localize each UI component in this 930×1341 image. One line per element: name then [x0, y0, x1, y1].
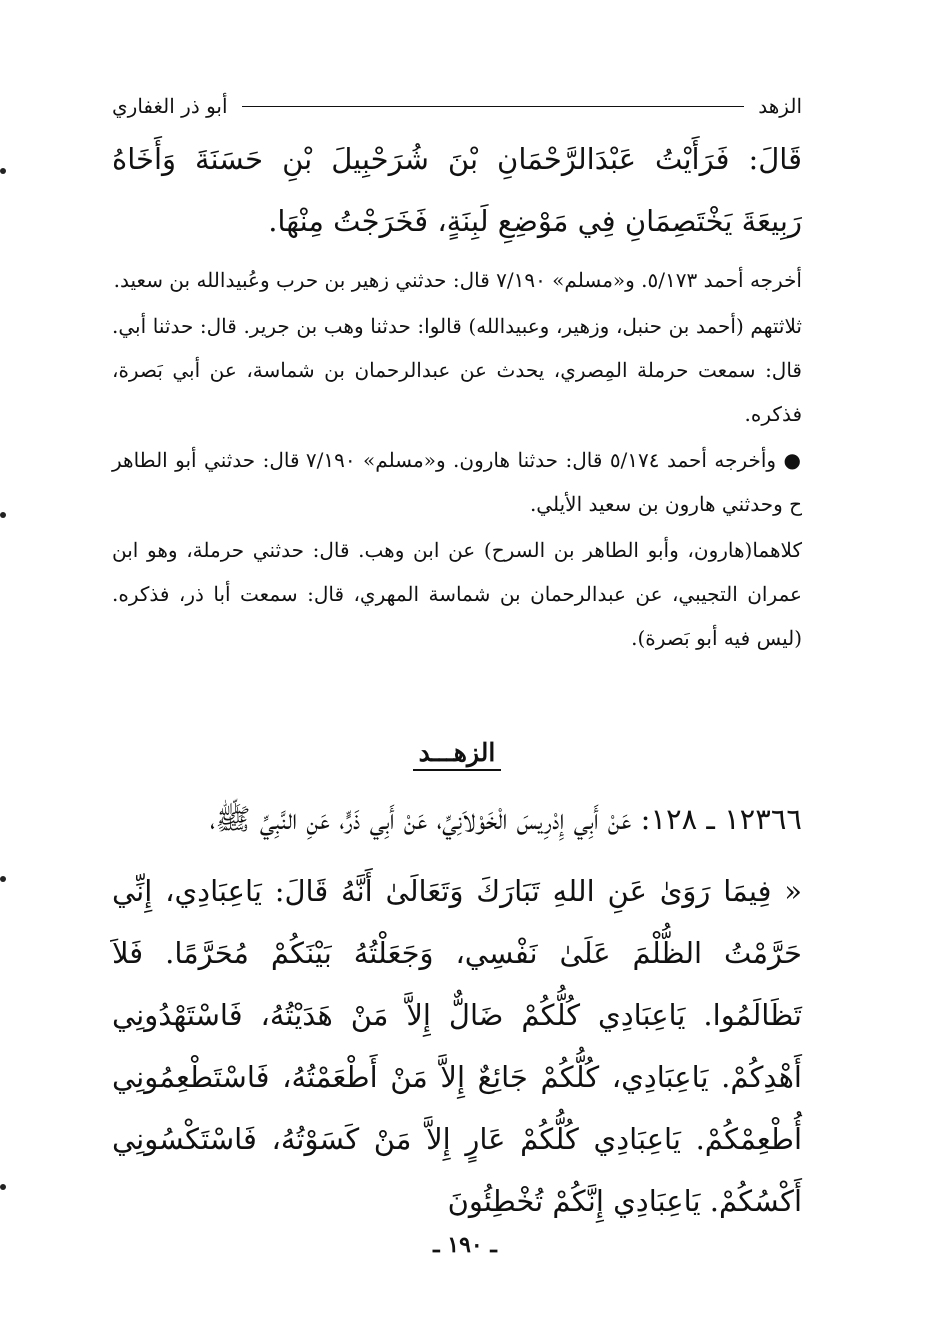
- section-title: [112, 738, 802, 788]
- margin-mark: [0, 512, 6, 518]
- header-chapter: الزهد: [758, 94, 802, 118]
- header-book-title: أبو ذر الغفاري: [112, 94, 228, 118]
- hadith-matn: « فِيمَا رَوَىٰ عَنِ اللهِ تَبَارَكَ وَتَعَالَىٰ أَنَّهُ قَالَ: يَاعِبَادِي، إِنِّي حَرَّمْتُ الظُّلْمَ عَلَىٰ نَفْسِي، وَجَعَلْتُهُ بَيْنَكُمْ مُحَرَّمًا. فَلاَ تَظَالَمُوا. يَاعِبَادِي كُلُّكُمْ ضَالٌّ إِلاَّ مَنْ هَدَيْتُهُ، فَاسْتَهْدُونِي أَهْدِكُمْ. يَاعِبَادِي، كُلُّكُمْ جَائِعٌ إِلاَّ مَنْ أَطْعَمْتُهُ، فَاسْتَطْعِمُونِي أُطْعِمْكُمْ. يَاعِبَادِي كُلُّكُمْ عَارٍ إِلاَّ مَنْ كَسَوْتُهُ، فَاسْتَكْسُونِي أَكْسُكُمْ. يَاعِبَادِي إِنَّكُمْ تُخْطِئُونَ: [112, 874, 802, 1218]
- takhrij-note-3: ● وأخرجه أحمد ٥/١٧٤ قال: حدثنا هارون. و«مسلم» ٧/١٩٠ قال: حدثني أبو الطاهر ح وحدثني هارون بن سعيد الأيلي.: [112, 448, 802, 516]
- book-page: [112, 80, 802, 1232]
- takhrij-note-2: ثلاثتهم (أحمد بن حنبل، وزهير، وعبيدالله) قالوا: حدثنا وهب بن جرير. قال: حدثنا أبي. قال: سمعت حرملة المِصري، يحدث عن عبدالرحمان بن شماسة، عن أبي بَصرة، فذكره.: [112, 314, 802, 426]
- margin-mark: [0, 168, 6, 174]
- hadith-isnad: ١٢٣٦٦ ـ ١٢٨: عَنْ أَبِي إِدْرِيسَ الْخَوْلاَنِيِّ، عَنْ أَبِي ذَرٍّ، عَنِ النَّبِيِّ ﷺ،: [209, 802, 802, 836]
- margin-mark: [0, 876, 6, 882]
- takhrij-note-1: أخرجه أحمد ٥/١٧٣. و«مسلم» ٧/١٩٠ قال: حدثني زهير بن حرب وعُبيدالله بن سعيد.: [113, 268, 802, 292]
- section-title-text: الزهـــد: [413, 738, 502, 771]
- takhrij-note-4: كلاهما(هارون، وأبو الطاهر بن السرح) عن ابن وهب. قال: حدثني حرملة، وهو ابن عمران التجيبي، عن عبدالرحمان بن شماسة المهري، قال: سمعت أبا ذر، فذكره. (ليس فيه أبو بَصرة).: [112, 538, 802, 650]
- running-header: [112, 88, 802, 124]
- margin-mark: [0, 1184, 6, 1190]
- page-number: ـ ١٩٠ ـ: [433, 1232, 497, 1258]
- header-rule: [242, 106, 745, 107]
- hadith-continuation: قَالَ: فَرَأَيْتُ عَبْدَالرَّحْمَانِ بْنَ شُرَحْبِيلَ بْنِ حَسَنَةَ وَأَخَاهُ رَبِيعَةَ يَخْتَصِمَانِ فِي مَوْضِعِ لَبِنَةٍ، فَخَرَجْتُ مِنْهَا.: [112, 142, 802, 238]
